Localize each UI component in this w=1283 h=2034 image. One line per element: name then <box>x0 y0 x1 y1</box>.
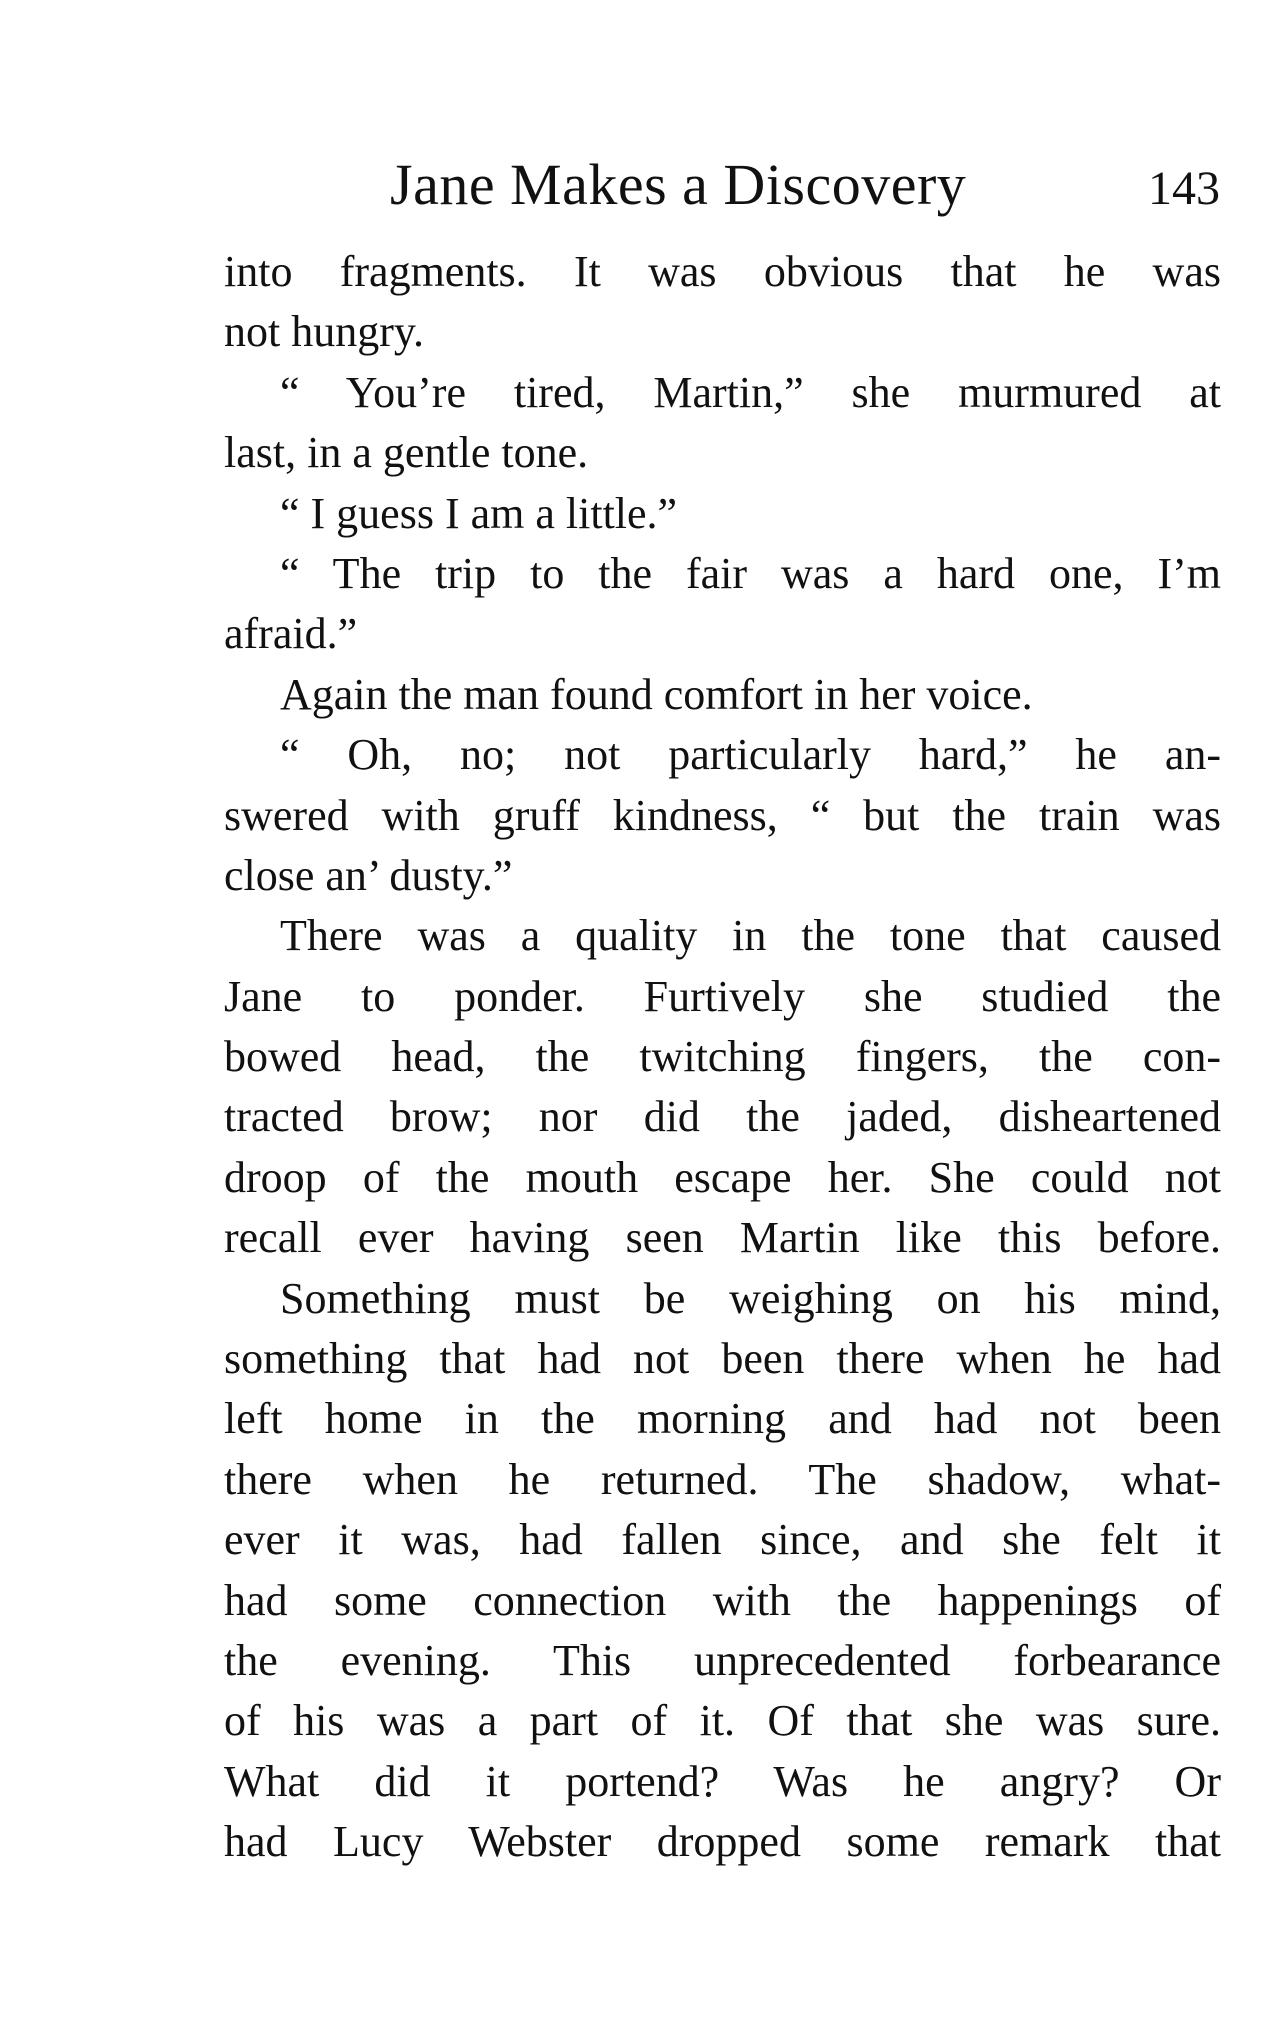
text-line: last, in a gentle tone. <box>224 428 589 478</box>
text-line: swered with gruff kindness, “ but the train was <box>224 790 1221 840</box>
text-line: something that had not been there when he had <box>224 1334 1221 1384</box>
text-line: left home in the morning and had not been <box>224 1394 1221 1444</box>
text-line: “ Oh, no; not particularly hard,” he an- <box>280 730 1221 780</box>
text-line: had some connection with the happenings of <box>224 1575 1221 1625</box>
text-line: Again the man found comfort in her voice. <box>280 669 1033 719</box>
text-line: not hungry. <box>224 307 425 357</box>
text-line: tracted brow; nor did the jaded, disheartened <box>224 1092 1221 1142</box>
running-title: Jane Makes a Discovery <box>390 152 967 217</box>
text-line: close an’ dusty.” <box>224 850 513 900</box>
text-line: What did it portend? Was he angry? Or <box>224 1756 1221 1806</box>
text-line: ever it was, had fallen since, and she felt it <box>224 1515 1221 1565</box>
page-header <box>390 145 1220 225</box>
text-line: recall ever having seen Martin like this before. <box>224 1213 1221 1263</box>
text-line: droop of the mouth escape her. She could not <box>224 1152 1221 1202</box>
body-text <box>224 242 1221 1873</box>
text-line: into fragments. It was obvious that he was <box>224 247 1221 296</box>
text-line: Jane to ponder. Furtively she studied the <box>224 971 1221 1021</box>
text-line: had Lucy Webster dropped some remark that <box>224 1817 1221 1867</box>
text-line: Something must be weighing on his mind, <box>280 1273 1221 1323</box>
page-number: 143 <box>1148 162 1220 215</box>
text-line: there when he returned. The shadow, what- <box>224 1454 1221 1504</box>
text-line: bowed head, the twitching fingers, the con- <box>224 1032 1221 1082</box>
text-line: “ You’re tired, Martin,” she murmured at <box>280 367 1221 417</box>
text-line: the evening. This unprecedented forbearance <box>224 1635 1221 1685</box>
text-line: afraid.” <box>224 609 358 659</box>
text-line: “ I guess I am a little.” <box>280 488 678 538</box>
text-line: There was a quality in the tone that caused <box>280 911 1221 961</box>
text-line: of his was a part of it. Of that she was sure. <box>224 1696 1221 1746</box>
text-line: “ The trip to the fair was a hard one, I’m <box>280 548 1221 598</box>
